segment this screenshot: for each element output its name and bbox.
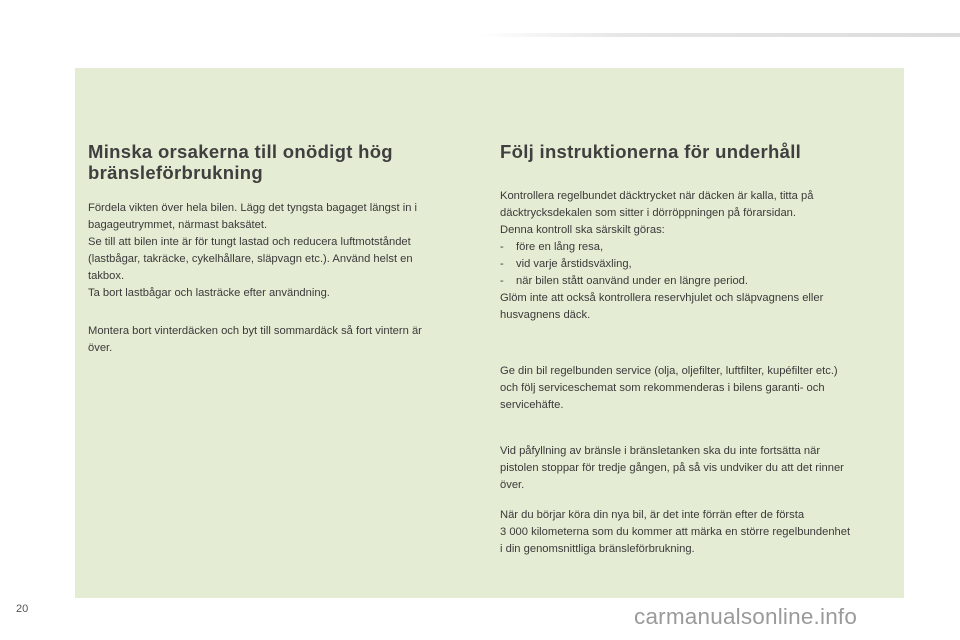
- text-line: Ta bort lastbågar och lasträcke efter användning.: [88, 287, 330, 299]
- text-line: och följ serviceschemat som rekommenderas i bilens garanti- och: [500, 382, 825, 394]
- left-title-line: bränsleförbrukning: [88, 162, 263, 183]
- text-line: När du börjar köra din nya bil, är det inte förrän efter de första: [500, 509, 805, 521]
- text-line: Se till att bilen inte är för tungt lastad och reducera luftmotståndet: [88, 236, 411, 248]
- text-line: över.: [500, 479, 525, 491]
- text-line: (lastbågar, takräcke, cykelhållare, släpvagn etc.). Använd helst en: [88, 253, 413, 265]
- text-line: Glöm inte att också kontrollera reservhjulet och släpvagnens eller: [500, 292, 824, 304]
- page-number: 20: [16, 603, 29, 615]
- list-item-text: vid varje årstidsväxling,: [516, 258, 632, 270]
- left-title-line: Minska orsakerna till onödigt hög: [88, 141, 393, 162]
- list-marker: -: [500, 241, 504, 253]
- text-line: 3 000 kilometerna som du kommer att märka en större regelbundenhet: [500, 526, 851, 538]
- text-line: takbox.: [88, 270, 125, 282]
- text-line: servicehäfte.: [500, 399, 564, 411]
- right-paragraph-tyre-pressure: [500, 188, 892, 324]
- watermark-text: carmanualsonline.info: [634, 604, 858, 629]
- text-line: pistolen stoppar för tredje gången, på så vis undviker du att det rinner: [500, 462, 844, 474]
- list-item-text: före en lång resa,: [516, 241, 604, 253]
- text-line: Ge din bil regelbunden service (olja, oljefilter, luftfilter, kupéfilter etc.): [500, 365, 838, 377]
- text-line: i din genomsnittliga bränsleförbrukning.: [500, 543, 695, 555]
- right-paragraph-service: [500, 363, 892, 414]
- list-item-text: när bilen stått oanvänd under en längre period.: [516, 275, 748, 287]
- text-line: Montera bort vinterdäcken och byt till sommardäck så fort vintern är: [88, 325, 422, 337]
- text-line: Fördela vikten över hela bilen. Lägg det tyngsta bagaget längst in i: [88, 202, 418, 214]
- list-item: [500, 273, 892, 290]
- list-item: [500, 256, 892, 273]
- text-line: husvagnens däck.: [500, 309, 591, 321]
- list-marker: -: [500, 258, 504, 270]
- text-line: Kontrollera regelbundet däcktrycket när däcken är kalla, titta på: [500, 190, 814, 202]
- left-column: [88, 141, 473, 357]
- text-line: däcktrycksdekalen som sitter i dörröppningen på förarsidan.: [500, 207, 796, 219]
- right-section-title: Följ instruktionerna för underhåll: [500, 141, 802, 162]
- text-line: bagageutrymmet, närmast baksätet.: [88, 219, 268, 231]
- right-paragraph-new-car: [500, 507, 892, 558]
- right-column: [500, 141, 892, 558]
- list-item: [500, 239, 892, 256]
- left-section-title: [88, 141, 473, 183]
- right-paragraph-refuel: [500, 443, 892, 494]
- text-line: Denna kontroll ska särskilt göras:: [500, 224, 665, 236]
- text-line: Vid påfyllning av bränsle i bränsletanken ska du inte fortsätta när: [500, 445, 821, 457]
- list-marker: -: [500, 275, 504, 287]
- left-paragraph-weight: [88, 200, 473, 302]
- text-line: över.: [88, 342, 113, 354]
- left-paragraph-tyres: [88, 323, 473, 357]
- header-rule: [478, 33, 960, 37]
